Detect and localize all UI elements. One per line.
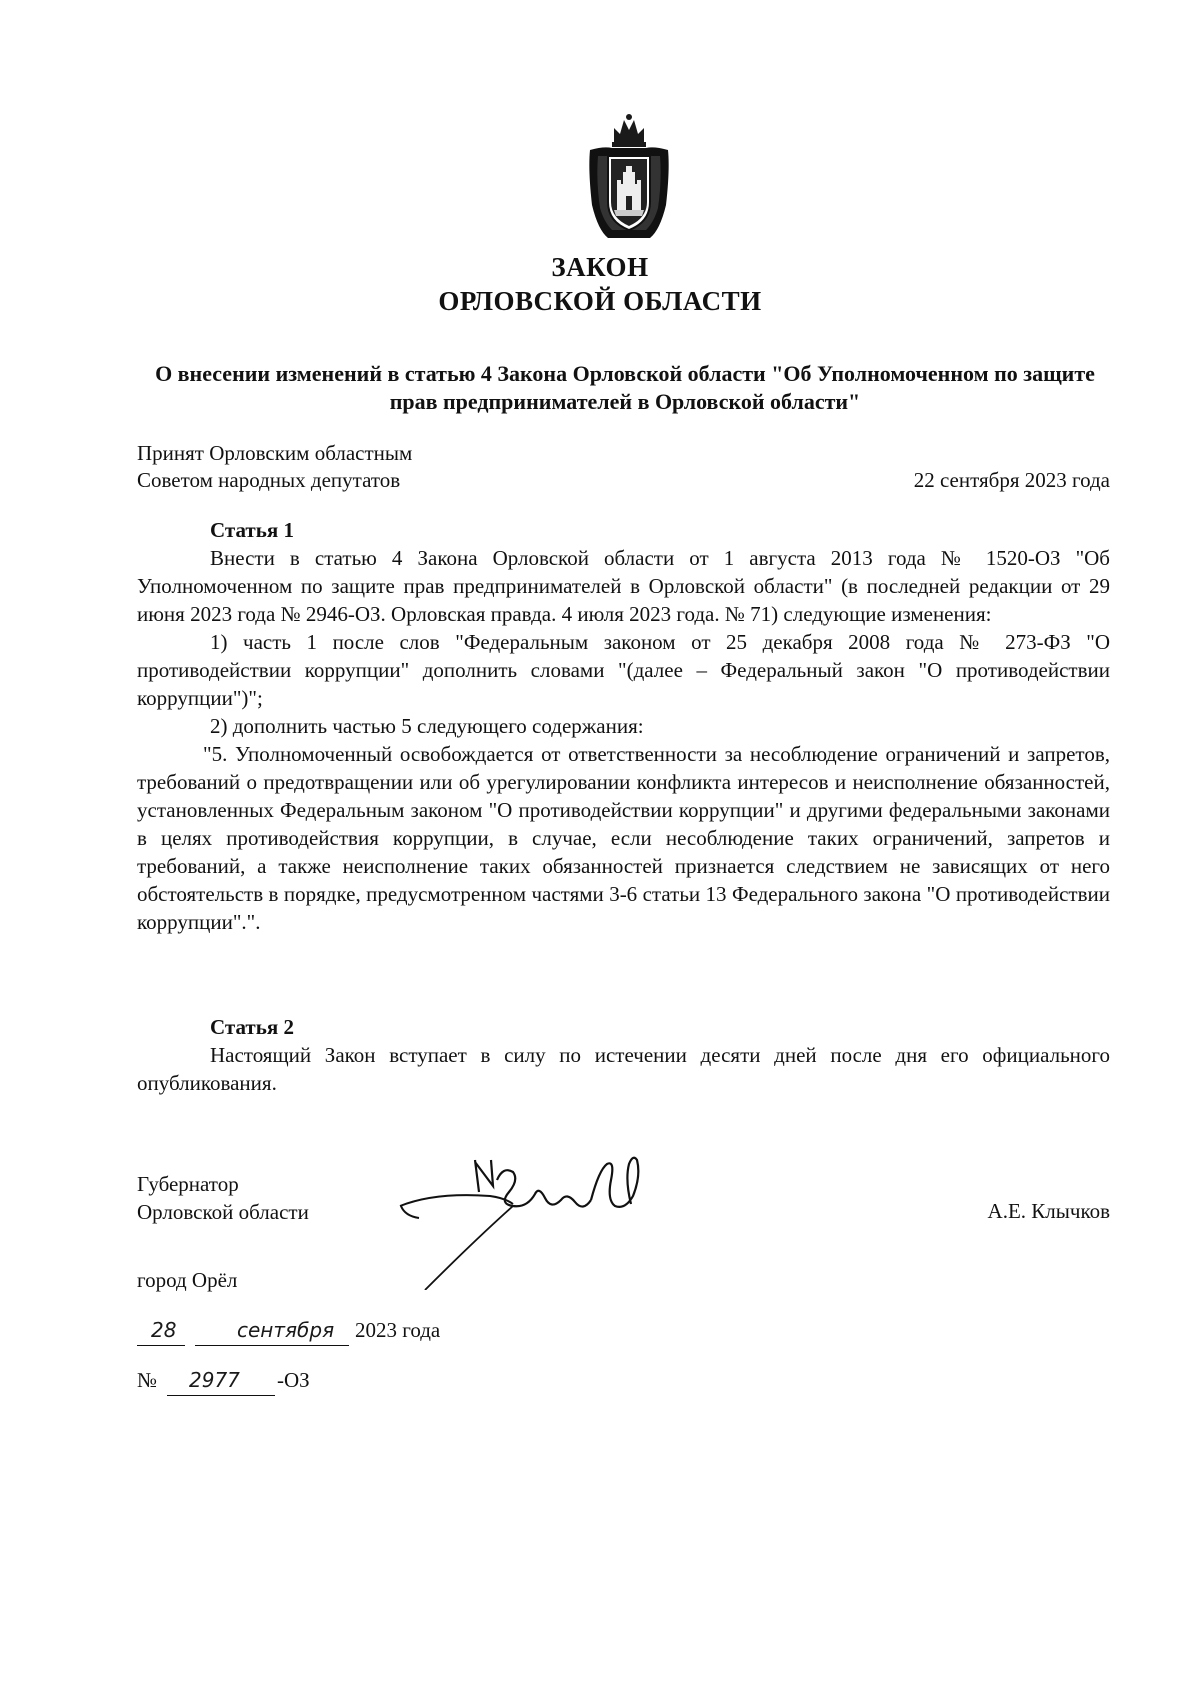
adoption-line-2: Советом народных депутатов [137,468,401,492]
adoption-block [137,440,412,494]
day-underline [137,1345,185,1346]
signing-year: 2023 года [355,1318,441,1342]
law-number-suffix: -ОЗ [277,1368,310,1392]
article-1 [137,516,1110,936]
article-1-quote: "5. Уполномоченный освобождается от ответственности за несоблюдение ограничений и запретов, требований о предотвращении или об урегулировании конфликта интересов и неисполнение обязанностей, установленных Федеральным законом "О противодействии коррупции" и другими федеральными законами в целях противодействия коррупции, в случае, если несоблюдение таких ограничений, запретов и требований, а также неисполнение таких обязанностей признается следствием не зависящих от него обстоятельств в порядке, предусмотренном частями 3-6 статьи 13 Федерального закона "О противодействии коррупции".". [137,742,1110,934]
law-title: ЗАКОН [551,252,649,282]
adoption-line-1: Принят Орловским областным [137,441,413,465]
signing-date [137,1318,597,1346]
coat-of-arms-emblem [584,110,674,250]
adoption-date: 22 сентября 2023 года [913,468,1110,492]
article-2-heading: Статья 2 [210,1015,294,1039]
signing-day: 28 [151,1318,177,1342]
signing-month: сентября [237,1318,335,1342]
article-1-item-1: 1) часть 1 после слов "Федеральным законом от 25 декабря 2008 года № 273-ФЗ "О противодействии коррупции" дополнить словами "(далее – Федеральный закон "О противодействии коррупции")"; [137,630,1110,710]
article-1-item-2: 2) дополнить частью 5 следующего содержания: [210,714,644,738]
signer-name: А.Е. Клычков [987,1199,1110,1223]
number-sign: № [137,1368,158,1392]
month-underline [195,1345,349,1346]
number-underline [167,1395,275,1396]
law-subtitle: О внесении изменений в статью 4 Закона Орловской области "Об Уполномоченном по защите прав предпринимателей в Орловской области" [155,361,1095,414]
signatory-position-line-2: Орловской области [137,1200,309,1224]
article-2 [137,1013,1110,1097]
article-1-intro: Внести в статью 4 Закона Орловской области от 1 августа 2013 года № 1520-ОЗ "Об Уполномоченном по защите прав предпринимателей в Орловской области" (в последней редакции от 29 июня 2023 года № 2946-ОЗ. Орловская правда. 4 июля 2023 года. № 71) следующие изменения: [137,546,1110,626]
law-number [137,1368,437,1396]
article-2-text: Настоящий Закон вступает в силу по истечении десяти дней после дня его официального опубликования. [137,1043,1110,1095]
signatory-position-line-1: Губернатор [137,1172,239,1196]
signatory-position [137,1170,309,1226]
handwritten-signature [395,1140,665,1290]
law-region-title: ОРЛОВСКОЙ ОБЛАСТИ [438,286,762,316]
law-number-value: 2977 [189,1368,240,1392]
article-1-heading: Статья 1 [210,518,294,542]
place-of-signing: город Орёл [137,1268,238,1292]
